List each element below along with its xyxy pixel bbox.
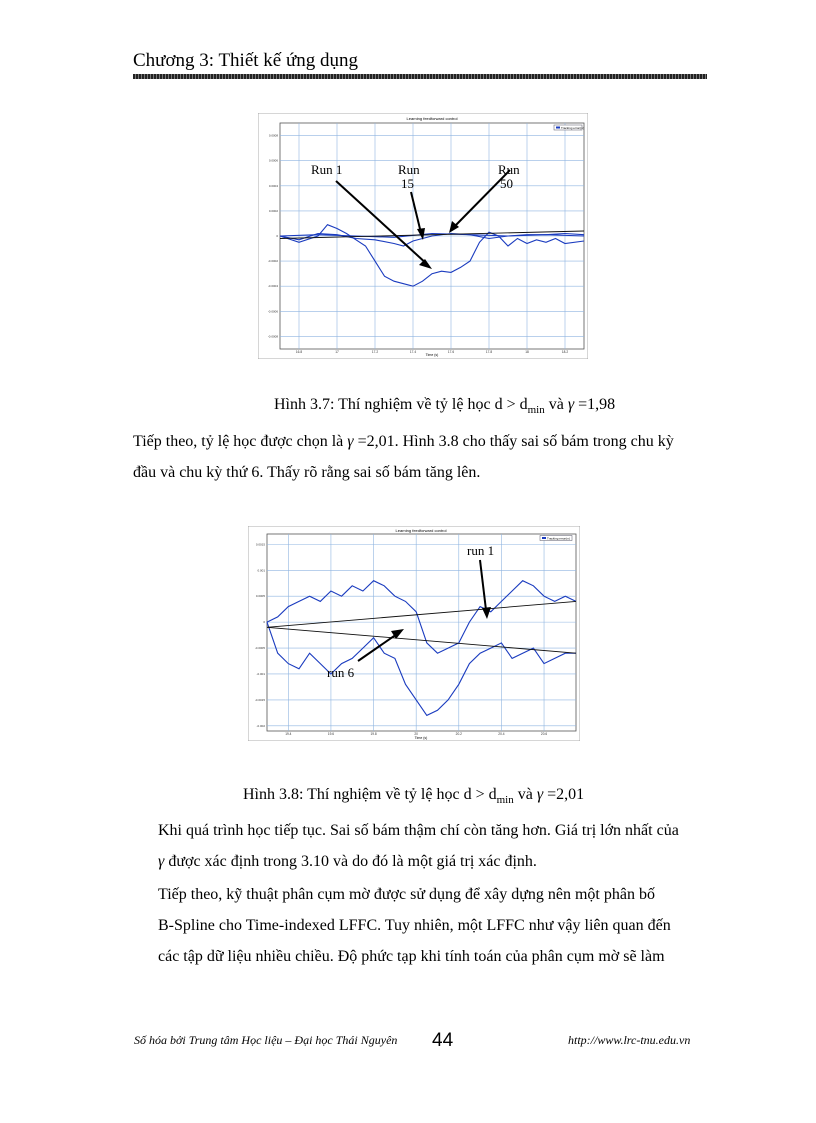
- figure-3-8-caption: [243, 786, 584, 806]
- figure-3-8-chart: [248, 526, 580, 741]
- x-tick-label: 17.4: [409, 350, 417, 354]
- x-tick-label: 18.2: [561, 350, 569, 354]
- page-number: 44: [432, 1030, 454, 1051]
- caption-text-mid: và: [544, 396, 568, 413]
- caption-text: Hình 3.8: Thí nghiệm về tỷ lệ học d > d: [243, 786, 497, 803]
- legend-label: Tracking error(m): [547, 536, 571, 541]
- paragraph-3: [158, 879, 728, 972]
- figure-3-7-caption: [274, 396, 615, 416]
- x-tick-label: 19.4: [285, 732, 292, 736]
- gamma-symbol: γ: [567, 396, 575, 413]
- y-tick-label: 0.0008: [268, 133, 278, 138]
- caption-text-mid: và: [513, 786, 537, 803]
- x-tick-label: 17.2: [371, 350, 379, 354]
- annotation-run-15-a: Run: [398, 162, 420, 177]
- x-tick-label: 19.8: [370, 732, 377, 736]
- caption-subscript: min: [527, 404, 545, 417]
- p2-text-a: Khi quá trình học tiếp tục. Sai số bám thậm chí còn tăng hơn. Giá trị lớn nhất của: [158, 822, 679, 839]
- plot-title: Learning feedforward control: [406, 116, 458, 121]
- annotation-run-6: run 6: [327, 665, 355, 680]
- annotation-run-1: run 1: [467, 543, 495, 558]
- y-tick-label: -0.0006: [267, 309, 278, 314]
- caption-text-suffix: =1,98: [574, 396, 616, 413]
- annotation-run-1: Run 1: [311, 162, 343, 177]
- legend-label: Tracking error(m): [561, 126, 585, 130]
- y-tick-label: 0.0005: [255, 594, 265, 599]
- x-tick-label: 20: [414, 732, 418, 736]
- y-tick-label: 0.0002: [268, 208, 278, 213]
- p3-line-3: các tập dữ liệu nhiều chiều. Độ phức tạp khi tính toán của phân cụm mờ sẽ làm: [158, 948, 665, 965]
- x-tick-label: 17.8: [485, 350, 493, 354]
- chapter-title: Chương 3: Thiết kế ứng dụng: [133, 50, 359, 71]
- x-tick-label: 17: [335, 350, 339, 354]
- x-tick-label: 20.2: [455, 732, 462, 736]
- y-tick-label: -0.0015: [254, 697, 265, 702]
- caption-text-suffix: =2,01: [543, 786, 585, 803]
- caption-text: Hình 3.7: Thí nghiệm về tỷ lệ học d > d: [274, 396, 528, 413]
- p1-text-a: Tiếp theo, tỷ lệ học được chọn là: [133, 433, 348, 450]
- gamma-symbol: γ: [158, 853, 165, 870]
- p1-text-b: =2,01. Hình 3.8 cho thấy sai số bám trong chu kỳ: [353, 433, 674, 450]
- footer-source: Số hóa bởi Trung tâm Học liệu – Đại học Thái Nguyên: [134, 1033, 398, 1047]
- footer-url[interactable]: http://www.lrc-tnu.edu.vn: [568, 1033, 691, 1047]
- y-tick-label: -0.0008: [267, 334, 278, 339]
- y-tick-label: -0.001: [256, 671, 265, 676]
- figure-3-7-chart: [258, 113, 588, 359]
- gamma-symbol: γ: [347, 433, 354, 450]
- y-tick-label: -0.0002: [267, 259, 278, 264]
- plot-title: Learning feedforward control: [395, 528, 447, 533]
- legend-swatch: [542, 537, 546, 539]
- plot-area: [267, 534, 576, 731]
- x-tick-label: 18: [525, 350, 529, 354]
- y-tick-label: -0.0004: [267, 284, 278, 289]
- y-tick-label: -0.0005: [254, 646, 265, 651]
- p3-line-1: Tiếp theo, kỹ thuật phân cụm mờ được sử dụng để xây dựng nên một phân bố: [158, 886, 655, 903]
- gamma-symbol: γ: [536, 786, 544, 803]
- x-tick-label: 20.6: [540, 732, 548, 736]
- y-tick-label: 0: [276, 234, 278, 238]
- y-tick-label: 0: [263, 620, 265, 625]
- y-tick-label: 0.0004: [268, 183, 278, 188]
- x-tick-label: 19.6: [327, 732, 335, 736]
- paragraph-2: [158, 815, 728, 877]
- legend-swatch: [556, 127, 560, 129]
- x-tick-label: 16.8: [295, 350, 303, 354]
- annotation-run-50-b: 50: [500, 176, 513, 191]
- caption-subscript: min: [496, 794, 514, 807]
- y-tick-label: 0.001: [257, 568, 265, 573]
- y-tick-label: -0.002: [256, 723, 265, 728]
- header-rule: [133, 74, 707, 79]
- y-tick-label: 0.0015: [255, 542, 265, 547]
- x-axis-label: Time (s): [425, 353, 439, 357]
- p1-text-c: đầu và chu kỳ thứ 6. Thấy rõ rằng sai số bám tăng lên.: [133, 464, 481, 481]
- x-tick-label: 17.6: [447, 350, 455, 354]
- p3-line-2: B-Spline cho Time-indexed LFFC. Tuy nhiên, một LFFC như vậy liên quan đến: [158, 917, 671, 934]
- paragraph-1: [133, 426, 723, 488]
- annotation-run-50-a: Run: [498, 162, 520, 177]
- x-tick-label: 20.4: [498, 732, 505, 736]
- y-tick-label: 0.0006: [268, 158, 278, 163]
- p2-text-b: được xác định trong 3.10 và do đó là một giá trị xác định.: [164, 853, 537, 870]
- x-axis-label: Time (s): [414, 736, 428, 740]
- annotation-run-15-b: 15: [401, 176, 414, 191]
